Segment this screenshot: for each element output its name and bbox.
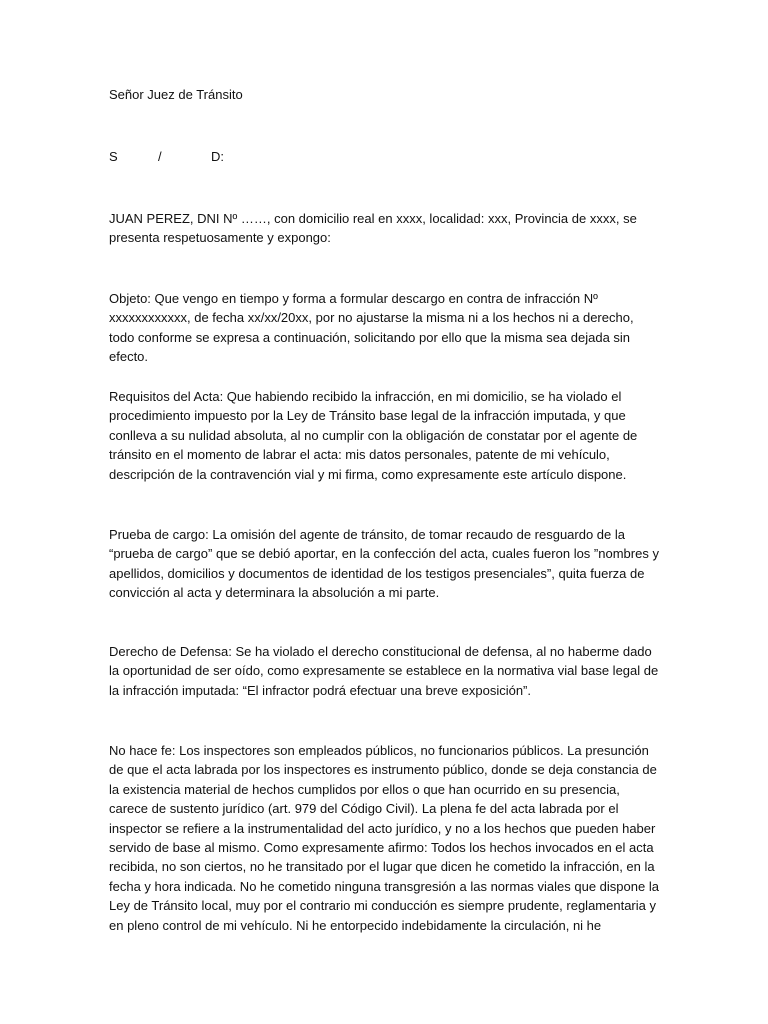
no-hace-fe-paragraph: No hace fe: Los inspectores son empleados públicos, no funcionarios públicos. La presunción de que el acta labrada por los inspectores es instrumento público, donde se deja constancia de la existencia material de hechos cumplidos por ellos o que han ocurrido en su presencia, carece de sustento jurídico (art. 979 del Código Civil). La plena fe del acta labrada por el inspector se refiere a la instrumentalidad del acto jurídico, y no a los hechos que pueden haber servido de base al mismo. Como expresamente afirmo: Todos los hechos invocados en el acta recibida, no son ciertos, no he transitado por el lugar que dicen he cometido la infracción, en la fecha y hora indicada. No he cometido ninguna transgresión a las normas viales que dispone la Ley de Tránsito local, muy por el contrario mi conducción es siempre prudente, reglamentaria y en pleno control de mi vehículo. Ni he entorpecido indebidamente la circulación, ni he <box>109 743 659 933</box>
requisitos-paragraph: Requisitos del Acta: Que habiendo recibido la infracción, en mi domicilio, se ha violado el procedimiento impuesto por la Ley de Tránsito base legal de la infracción imputada, y que conlleva a su nulidad absoluta, al no cumplir con la obligación de constatar por el agente de tránsito en el momento de labrar el acta: mis datos personales, patente de mi vehículo, descripción de la contravención vial y mi firma, como expresamente este artículo dispone. <box>109 389 638 482</box>
sd-letter-s: S <box>109 149 118 164</box>
salutation-heading: Señor Juez de Tránsito <box>109 87 243 102</box>
prueba-de-cargo-paragraph: Prueba de cargo: La omisión del agente de tránsito, de tomar recaudo de resguardo de la “prueba de cargo” que se debió aportar, en la confección del acta, cuales fueron los ”nombres y apellidos, domicilios y documentos de identidad de los testigos presenciales”, quita fuerza de convicción al acta y determinara la absolución a mi parte. <box>109 527 659 601</box>
derecho-de-defensa-paragraph: Derecho de Defensa: Se ha violado el derecho constitucional de defensa, al no haberme dado la oportunidad de ser oído, como expresamente se establece en la normativa vial base legal de la infracción imputada: “El infractor podrá efectuar una breve exposición”. <box>109 644 659 698</box>
sd-letter-d: D: <box>211 149 224 164</box>
objeto-paragraph: Objeto: Que vengo en tiempo y forma a formular descargo en contra de infracción Nº xxxxxxxxxxxx, de fecha xx/xx/20xx, por no ajustarse la misma ni a los hechos ni a derecho, todo conforme se expresa a continuación, solicitando por ello que la misma sea dejada sin efecto. <box>109 291 634 365</box>
sd-line <box>109 147 659 166</box>
sd-slash: / <box>158 149 162 164</box>
intro-paragraph: JUAN PEREZ, DNI Nº ……, con domicilio real en xxxx, localidad: xxx, Provincia de xxxx, se presenta respetuosamente y expongo: <box>109 211 637 246</box>
